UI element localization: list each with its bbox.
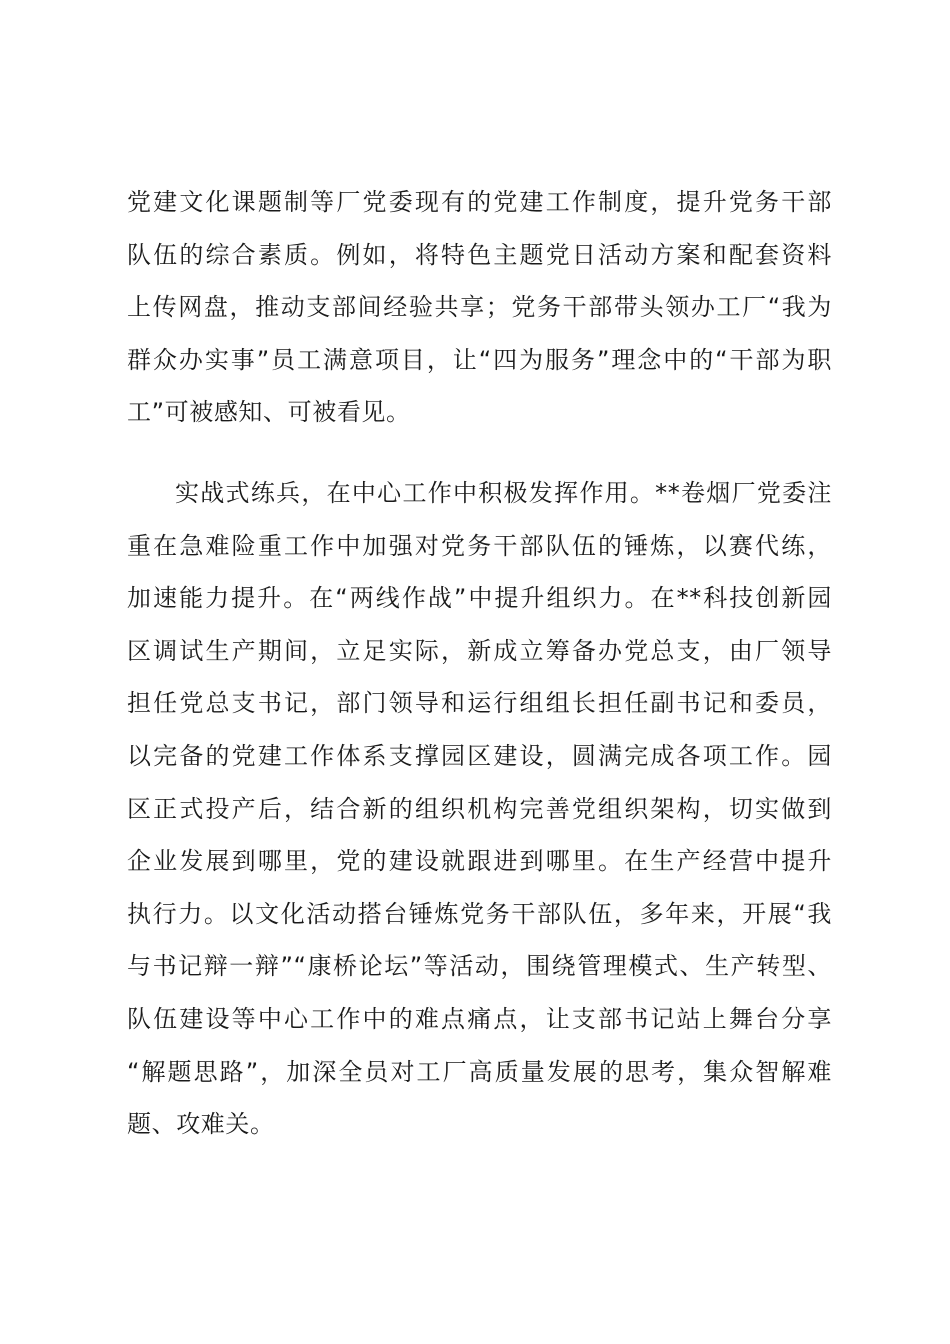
- paragraph-2: [127, 467, 832, 1151]
- document-body: [127, 176, 832, 1151]
- paragraph-line: “解题思路”，加深全员对工厂高质量发展的思考，集众智解难: [127, 1057, 832, 1086]
- paragraph-line: 实战式练兵，在中心工作中积极发挥作用。**卷烟厂党委注: [175, 478, 832, 507]
- paragraph-line: 党建文化课题制等厂党委现有的党建工作制度，提升党务干部: [127, 188, 832, 216]
- paragraph-line: 区正式投产后，结合新的组织机构完善党组织架构，切实做到: [127, 794, 832, 823]
- paragraph-line: 队伍建设等中心工作中的难点痛点，让支部书记站上舞台分享: [127, 1004, 832, 1033]
- paragraph-line: 企业发展到哪里，党的建设就跟进到哪里。在生产经营中提升: [127, 847, 832, 876]
- paragraph-line: 工”可被感知、可被看见。: [127, 398, 411, 427]
- paragraph-line: 区调试生产期间，立足实际，新成立筹备办党总支，由厂领导: [127, 636, 832, 665]
- paragraph-line: 重在急难险重工作中加强对党务干部队伍的锤炼，以赛代练，: [127, 531, 832, 560]
- paragraph-line: 与书记辩一辩”“康桥论坛”等活动，围绕管理模式、生产转型、: [127, 952, 832, 981]
- paragraph-line: 上传网盘，推动支部间经验共享；党务干部带头领办工厂“我为: [127, 293, 832, 322]
- paragraph-line: 执行力。以文化活动搭台锤炼党务干部队伍，多年来，开展“我: [127, 899, 832, 928]
- paragraph-1: [127, 176, 832, 439]
- paragraph-line: 题、攻难关。: [127, 1110, 275, 1139]
- paragraph-line: 加速能力提升。在“两线作战”中提升组织力。在**科技创新园: [127, 584, 832, 613]
- paragraph-spacer: [127, 439, 832, 467]
- paragraph-line: 群众办实事”员工满意项目，让“四为服务”理念中的“干部为职: [127, 345, 832, 374]
- paragraph-line: 队伍的综合素质。例如，将特色主题党日活动方案和配套资料: [127, 240, 832, 269]
- paragraph-line: 以完备的党建工作体系支撑园区建设，圆满完成各项工作。园: [127, 741, 832, 770]
- paragraph-line: 担任党总支书记，部门领导和运行组组长担任副书记和委员，: [127, 689, 832, 718]
